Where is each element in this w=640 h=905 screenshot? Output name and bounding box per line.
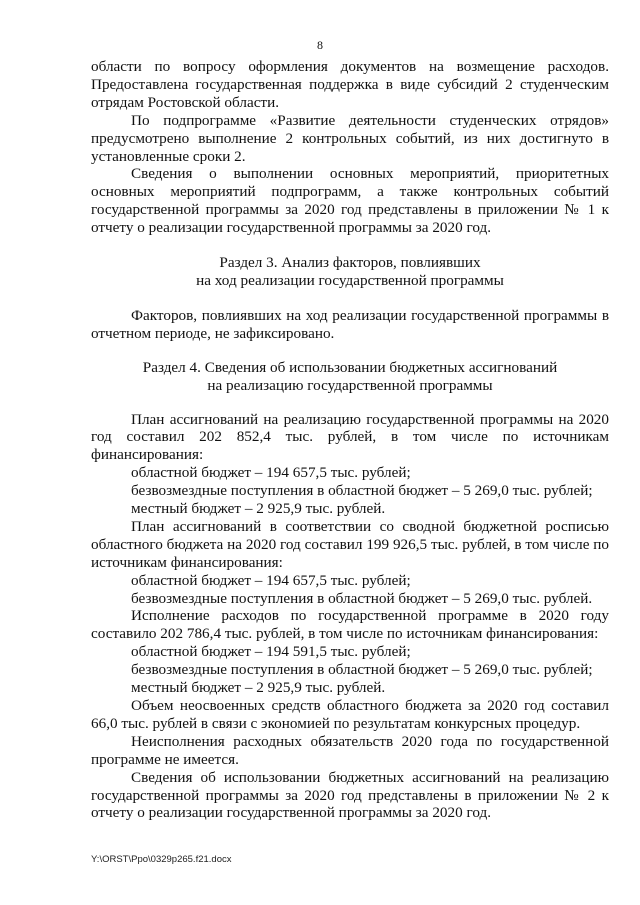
plan-item-gratuitous: безвозмездные поступления в областной бюджет – 5 269,0 тыс. рублей;	[131, 482, 593, 500]
execution-item-regional: областной бюджет – 194 591,5 тыс. рублей;	[131, 643, 411, 661]
section-3-heading-line-1: Раздел 3. Анализ факторов, повлиявших	[219, 254, 481, 272]
file-path-footer: Y:\ORST\Ppo\0329p265.f21.docx	[91, 854, 232, 865]
rospis-item-regional: областной бюджет – 194 657,5 тыс. рублей;	[131, 571, 411, 589]
paragraph-subprogram-events: По подпрограмме «Развитие деятельности студенческих отрядов» предусмотрено выполнение 2 контрольных событий, из них достигнуто в установленные сроки 2.	[91, 111, 609, 165]
section-4-heading-line-2: на реализацию государственной программы	[207, 376, 493, 394]
page-number: 8	[317, 38, 323, 52]
execution-item-local: местный бюджет – 2 925,9 тыс. рублей.	[131, 679, 386, 697]
unused-funds-paragraph: Объем неосвоенных средств областного бюджета за 2020 год составил 66,0 тыс. рублей в связи с экономией по результатам конкурсных процедур.	[91, 697, 609, 732]
section-3-heading-line-2: на ход реализации государственной программы	[196, 271, 504, 289]
appendix-2-paragraph: Сведения об использовании бюджетных ассигнований на реализацию государственной программы за 2020 год представлены в приложении № 2 к отчету о реализации государственной программы за 2020 год.	[91, 768, 609, 822]
rospis-item-gratuitous: безвозмездные поступления в областной бюджет – 5 269,0 тыс. рублей.	[131, 589, 593, 607]
paragraph-continuation: области по вопросу оформления документов на возмещение расходов. Предоставлена государственная поддержка в виде субсидий 2 студенческим отрядам Ростовской области.	[91, 58, 609, 111]
plan-item-local: местный бюджет – 2 925,9 тыс. рублей.	[131, 500, 386, 518]
non-execution-paragraph: Неисполнения расходных обязательств 2020 года по государственной программе не имеется.	[91, 732, 609, 768]
rospis-paragraph: План ассигнований в соответствии со сводной бюджетной росписью областного бюджета на 2020 год составил 199 926,5 тыс. рублей, в том числе по источникам финансирования:	[91, 517, 609, 571]
plan-paragraph: План ассигнований на реализацию государственной программы на 2020 год составил 202 852,4 тыс. рублей, в том числе по источникам финансирования:	[91, 410, 609, 464]
section-3-text: Факторов, повлиявших на ход реализации государственной программы в отчетном периоде, не зафиксировано.	[91, 306, 609, 342]
execution-item-gratuitous: безвозмездные поступления в областной бюджет – 5 269,0 тыс. рублей;	[131, 661, 593, 679]
execution-paragraph: Исполнение расходов по государственной программе в 2020 году составило 202 786,4 тыс. рублей, в том числе по источникам финансирования:	[91, 607, 609, 643]
paragraph-appendix-1: Сведения о выполнении основных мероприятий, приоритетных основных мероприятий подпрограмм, а также контрольных событий государственной программы за 2020 год представлены в приложении № 1 к отчету о реализации государственной программы за 2020 год.	[91, 165, 609, 237]
plan-item-regional: областной бюджет – 194 657,5 тыс. рублей;	[131, 464, 411, 482]
section-4-heading-line-1: Раздел 4. Сведения об использовании бюджетных ассигнований	[142, 358, 558, 376]
document-body	[91, 58, 609, 822]
